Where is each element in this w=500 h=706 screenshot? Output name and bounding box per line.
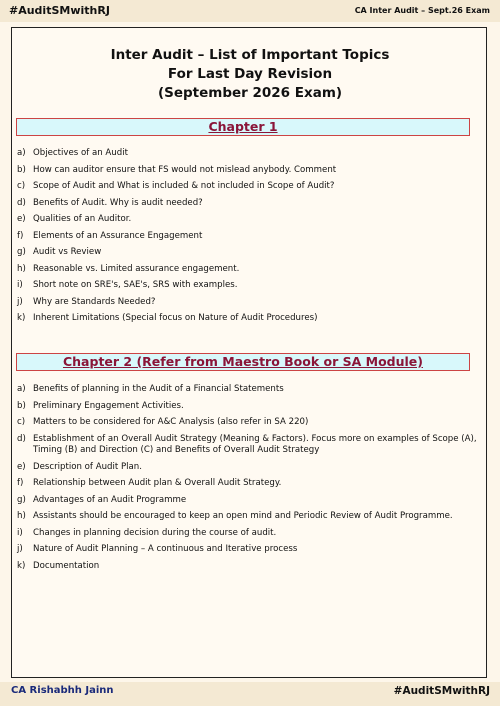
topic-item bbox=[17, 462, 479, 474]
topic-letter: h) bbox=[17, 263, 26, 274]
topic-letter: h) bbox=[17, 511, 26, 521]
topic-item bbox=[17, 384, 479, 396]
topic-letter: g) bbox=[17, 247, 26, 257]
topic-letter: k) bbox=[17, 560, 26, 571]
page-header bbox=[0, 0, 500, 22]
topic-item bbox=[17, 401, 479, 413]
topic-letter: j) bbox=[17, 544, 23, 554]
topic-text: Advantages of an Audit Programme bbox=[33, 494, 187, 505]
topic-text: Inherent Limitations (Special focus on Nature of Audit Procedures) bbox=[33, 313, 318, 323]
topic-letter: a) bbox=[17, 384, 26, 394]
topic-text: Matters to be considered for A&C Analysis (also refer in SA 220) bbox=[33, 417, 309, 427]
document-title bbox=[0, 46, 500, 103]
topic-item bbox=[17, 214, 479, 226]
topic-letter: f) bbox=[17, 478, 24, 488]
topic-text: Short note on SRE's, SAE's, SRS with examples. bbox=[33, 280, 238, 290]
page-footer bbox=[0, 682, 500, 706]
topic-text: Nature of Audit Planning – A continuous and Iterative process bbox=[33, 544, 298, 554]
title-line-1: Inter Audit – List of Important Topics bbox=[110, 47, 390, 63]
topic-item bbox=[17, 434, 479, 457]
topic-letter: c) bbox=[17, 417, 26, 427]
topic-item bbox=[17, 264, 479, 276]
topic-text: Reasonable vs. Limited assurance engagement. bbox=[33, 263, 240, 274]
topic-text: Benefits of Audit. Why is audit needed? bbox=[33, 197, 203, 208]
topic-text: How can auditor ensure that FS would not mislead anybody. Comment bbox=[33, 164, 337, 175]
header-hashtag: #AuditSMwithRJ bbox=[9, 4, 110, 17]
header-exam-tag: CA Inter Audit – Sept.26 Exam bbox=[354, 6, 490, 15]
topic-text: Changes in planning decision during the course of audit. bbox=[33, 527, 277, 538]
topic-text: Objectives of an Audit bbox=[33, 148, 128, 158]
topic-item bbox=[17, 165, 479, 177]
topic-text: Preliminary Engagement Activities. bbox=[33, 400, 184, 411]
topic-item bbox=[17, 148, 479, 160]
topic-item bbox=[17, 478, 479, 490]
topic-item bbox=[17, 198, 479, 210]
topic-letter: d) bbox=[17, 433, 26, 444]
chapter-2-topic-list bbox=[17, 384, 479, 577]
chapter-1-heading: Chapter 1 bbox=[16, 118, 470, 136]
topic-item bbox=[17, 417, 479, 429]
topic-letter: e) bbox=[17, 461, 26, 472]
topic-text: Elements of an Assurance Engagement bbox=[33, 230, 203, 241]
topic-letter: k) bbox=[17, 313, 26, 323]
topic-text: Relationship between Audit plan & Overall Audit Strategy. bbox=[33, 478, 282, 488]
topic-letter: c) bbox=[17, 181, 26, 191]
topic-item bbox=[17, 280, 479, 292]
topic-letter: d) bbox=[17, 197, 26, 208]
chapter-1-topic-list bbox=[17, 148, 479, 330]
topic-letter: i) bbox=[17, 527, 23, 538]
topic-text: Audit vs Review bbox=[33, 247, 102, 257]
topic-item bbox=[17, 561, 479, 573]
topic-item bbox=[17, 528, 479, 540]
topic-letter: g) bbox=[17, 494, 26, 505]
topic-text: Qualities of an Auditor. bbox=[33, 214, 132, 224]
chapter-2-heading: Chapter 2 (Refer from Maestro Book or SA Module) bbox=[16, 353, 470, 371]
topic-text: Description of Audit Plan. bbox=[33, 461, 142, 472]
topic-letter: f) bbox=[17, 230, 24, 241]
topic-letter: b) bbox=[17, 400, 26, 411]
title-line-3: (September 2026 Exam) bbox=[157, 85, 343, 101]
topic-text: Scope of Audit and What is included & not included in Scope of Audit? bbox=[33, 181, 335, 191]
topic-item bbox=[17, 181, 479, 193]
topic-item bbox=[17, 544, 479, 556]
topic-text: Documentation bbox=[33, 560, 100, 571]
topic-text: Why are Standards Needed? bbox=[33, 296, 156, 307]
footer-author: CA Rishabhh Jainn bbox=[11, 685, 114, 696]
topic-item bbox=[17, 495, 479, 507]
topic-letter: b) bbox=[17, 164, 26, 175]
topic-letter: j) bbox=[17, 296, 23, 307]
topic-letter: e) bbox=[17, 214, 26, 224]
topic-item bbox=[17, 511, 479, 523]
footer-hashtag: #AuditSMwithRJ bbox=[393, 685, 490, 697]
topic-text: Benefits of planning in the Audit of a Financial Statements bbox=[33, 384, 284, 394]
topic-item bbox=[17, 247, 479, 259]
topic-item bbox=[17, 231, 479, 243]
topic-item bbox=[17, 313, 479, 325]
topic-letter: i) bbox=[17, 280, 23, 290]
topic-item bbox=[17, 297, 479, 309]
title-line-2: For Last Day Revision bbox=[167, 66, 333, 82]
topic-text: Assistants should be encouraged to keep an open mind and Periodic Review of Audit Programme. bbox=[33, 511, 453, 521]
topic-text: Establishment of an Overall Audit Strategy (Meaning & Factors). Focus more on examples of Scope (A), Timing (B) and Direction (C) and Benefits of Overall Audit Strategy bbox=[33, 433, 477, 455]
topic-letter: a) bbox=[17, 148, 26, 158]
